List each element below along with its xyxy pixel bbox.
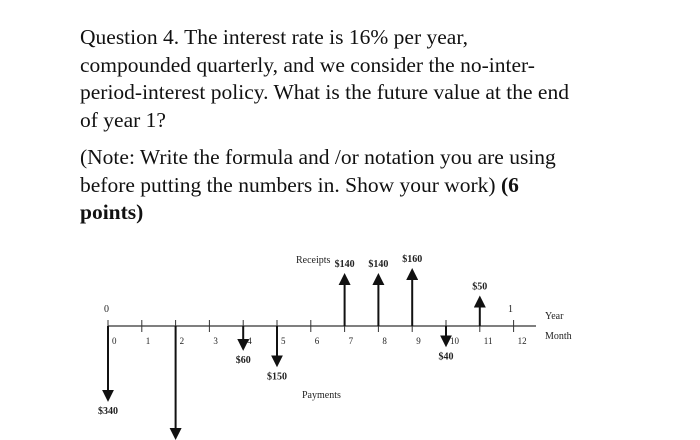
month-tick-label: 3: [213, 336, 218, 346]
month-tick-label: 8: [382, 336, 387, 346]
question-line-2: compounded quarterly, and we consider the no-inter-: [80, 52, 535, 77]
month-tick-label: 9: [416, 336, 421, 346]
month-tick-label: 0: [112, 336, 117, 346]
month-tick-label: 5: [281, 336, 286, 346]
payments-label: Payments: [302, 390, 341, 401]
month-tick-label: 12: [517, 336, 527, 346]
receipt-amount-label: $50: [472, 281, 488, 293]
month-tick-label: 11: [483, 336, 493, 346]
payment-amount-label: $340: [98, 405, 118, 417]
month-tick-label: 1: [145, 336, 151, 346]
month-tick-label: 2: [179, 336, 185, 346]
payment-amount-label: $40: [438, 351, 454, 363]
month-axis-label: Month: [545, 331, 572, 342]
points-label: points): [80, 200, 144, 224]
month-tick-label: 10: [450, 336, 459, 346]
question-line-4: of year 1?: [80, 107, 166, 132]
year-axis-label: Year: [545, 311, 564, 322]
receipt-amount-label: $140: [368, 259, 389, 270]
payment-amount-label: $150: [267, 371, 287, 383]
question-line-1: Question 4. The interest rate is 16% per year,: [80, 25, 469, 49]
month-tick-label: 4: [247, 336, 252, 346]
year-end-label: 1: [508, 304, 513, 315]
year-start-label: 0: [104, 304, 109, 315]
month-tick-label: 6: [314, 336, 320, 346]
note-line-2: before putting the numbers in. Show your work): [80, 172, 496, 197]
receipts-label: Receipts: [296, 255, 331, 266]
question-line-3: period-interest policy. What is the future value at the end: [80, 80, 569, 104]
receipt-amount-label: $160: [402, 254, 423, 265]
points-open: (6: [500, 172, 519, 197]
note-line-1: (Note: Write the formula and /or notation you are using: [80, 145, 556, 169]
month-tick-label: 7: [348, 336, 354, 346]
receipt-amount-label: $140: [334, 259, 355, 270]
payment-amount-label: $60: [235, 354, 251, 366]
